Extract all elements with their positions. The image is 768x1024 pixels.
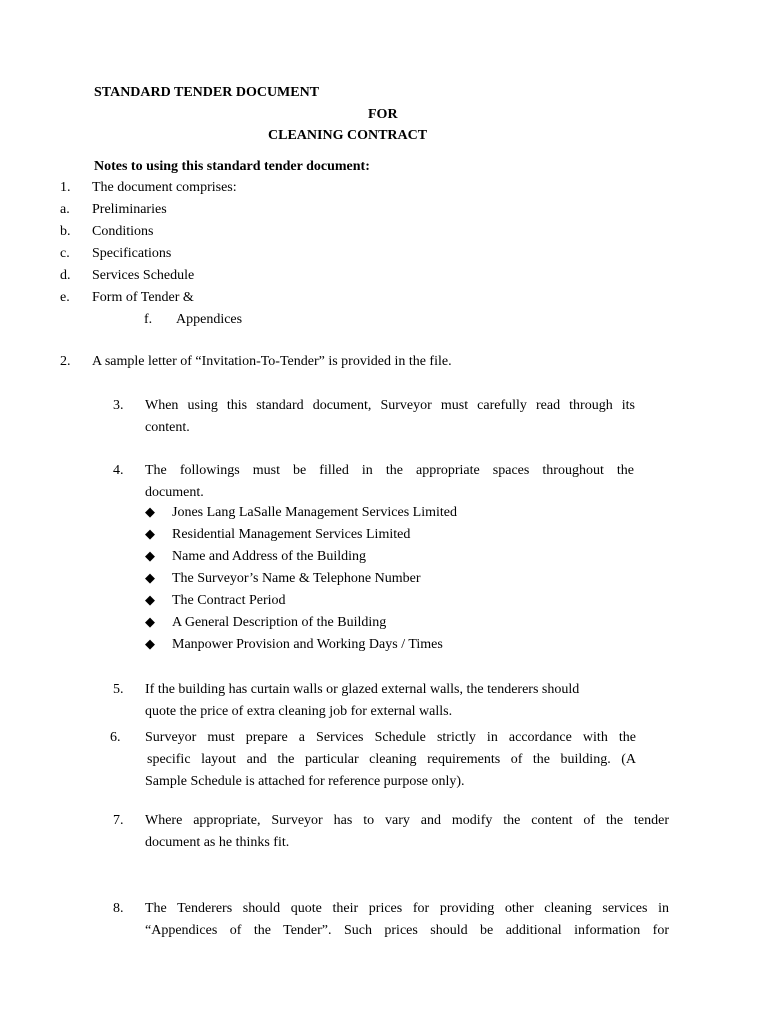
list-item-text: Surveyor must prepare a Services Schedule strictly in accordance with the specific layout and the particular cleaning requirements of the building. (A Sample Schedule is attached for reference purpose only). [145, 730, 636, 789]
sub-item-text: Specifications [92, 246, 172, 261]
list-item-number: 1. [60, 180, 71, 195]
list-item-text: When using this standard document, Surveyor must carefully read through its content. [145, 398, 635, 435]
list-item-text: The followings must be filled in the appropriate spaces throughout the document. [145, 463, 634, 500]
list-item-number: 5. [113, 682, 124, 697]
sub-item-text: Appendices [176, 312, 243, 327]
list-item-text: The Tenderers should quote their prices for providing other cleaning services in “Appendices of the Tender”. Such prices should be additional information for [145, 901, 669, 938]
list-item-number: 7. [113, 813, 124, 828]
document-title: STANDARD TENDER DOCUMENT [94, 85, 320, 100]
sub-item-text: Conditions [92, 224, 154, 239]
diamond-bullet-icon: ◆ [145, 527, 155, 542]
document-subtitle: CLEANING CONTRACT [268, 128, 428, 143]
diamond-bullet-icon: ◆ [145, 593, 155, 608]
sub-item-label: c. [60, 246, 70, 261]
list-item-text: A sample letter of “Invitation-To-Tender” is provided in the file. [92, 354, 452, 369]
sub-item-text: Services Schedule [92, 268, 195, 283]
document-page: STANDARD TENDER DOCUMENT FOR CLEANING CONTRACT Notes to using this standard tender document: 1. The document comprises: a. Preliminaries b. Conditions c. Specifications d. Services Schedule e. Form of Tender & f. Appendices 2. A sample letter of “Invitation-To-Tender” is provided in the file. 3. When using this standard document, Surveyor must carefully read through its content. 4. The followings must be filled in the appropriate spaces throughout the document. ◆ Jones Lang LaSalle Management Services Limited ◆ Residential Management Services Limited ◆ Name and Address of the Building ◆ The Surveyor’s Name & Telephone Number ◆ The Contract Period ◆ A General Description of the Building ◆ Manpower Provision and Working Days / Times 5. If the building has curtain walls or glazed external walls, the tenderers should quote the price of extra cleaning job for external walls. 6. Surveyor must prepare a Services Schedule strictly in accordance with the specific layout and the particular cleaning requirements of the building. (A Sample Schedule is attached for reference purpose only). 7. Where appropriate, Surveyor has to vary and modify the content of the tender document as he thinks fit. 8. The Tenderers should quote their prices for providing other cleaning services in “Appendices of the Tender”. Such prices should be additional information for [0, 0, 768, 1024]
list-item-number: 3. [113, 398, 124, 413]
diamond-bullet-icon: ◆ [145, 549, 155, 564]
document-title-for: FOR [368, 107, 398, 122]
list-item-text: Where appropriate, Surveyor has to vary and modify the content of the tender document as he thinks fit. [145, 813, 669, 850]
sub-item-label: a. [60, 202, 70, 217]
list-item-number: 6. [110, 730, 121, 745]
list-item-number: 8. [113, 901, 124, 916]
list-item-number: 4. [113, 463, 124, 478]
sub-item-label: e. [60, 290, 70, 305]
sub-item-text: Form of Tender & [92, 290, 194, 305]
list-item-text: The document comprises: [92, 180, 237, 195]
list-item-number: 2. [60, 354, 71, 369]
list-item-text: If the building has curtain walls or glazed external walls, the tenderers should quote the price of extra cleaning job for external walls. [145, 682, 580, 719]
notes-heading: Notes to using this standard tender document: [94, 159, 370, 174]
diamond-bullet-icon: ◆ [145, 615, 155, 630]
sub-item-label: b. [60, 224, 71, 239]
diamond-bullet-icon: ◆ [145, 505, 155, 520]
sub-item-label: d. [60, 268, 71, 283]
sub-item-text: Preliminaries [92, 202, 167, 217]
sub-item-label: f. [144, 312, 153, 327]
diamond-bullet-icon: ◆ [145, 571, 155, 586]
diamond-bullet-icon: ◆ [145, 637, 155, 652]
